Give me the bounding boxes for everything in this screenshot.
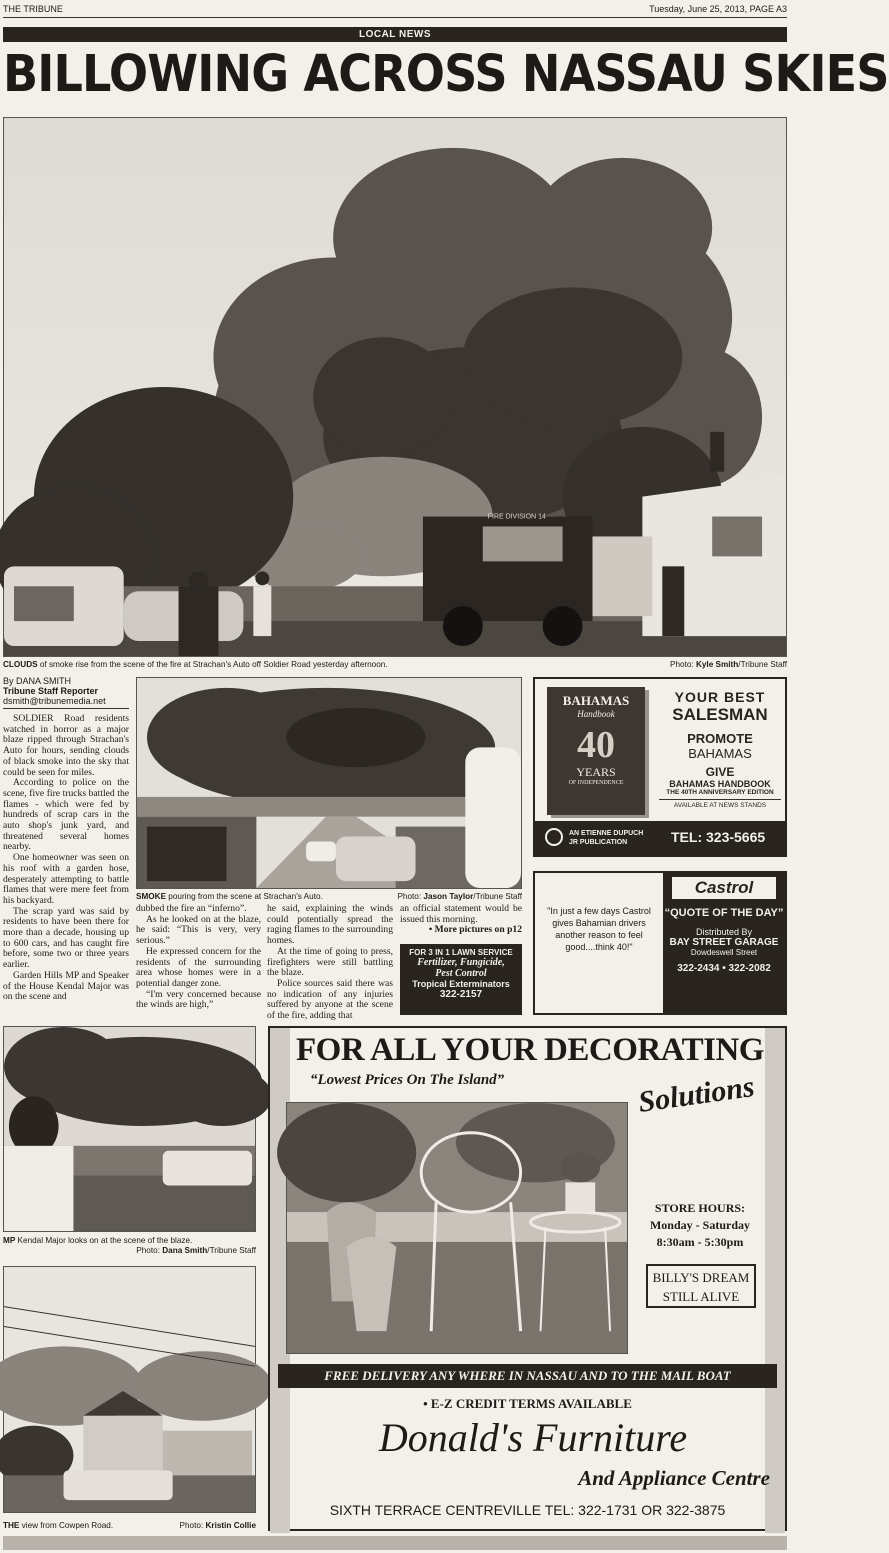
article-column-1 (3, 714, 129, 1018)
free-delivery-banner: FREE DELIVERY ANY WHERE IN NASSAU AND TO THE MAIL BOAT (278, 1364, 777, 1388)
credit-suffix: /Tribune Staff (473, 892, 522, 901)
paragraph: Garden Hills MP and Speaker of the House Kendal Major was on the scene and (3, 969, 129, 1003)
article-column-4 (400, 904, 522, 936)
box-line-2: STILL ALIVE (662, 1289, 740, 1304)
paragraph: According to police on the scene, five fire trucks battled the flames - which were fed by hundreds of scrap cars in the auto shop's junk yard, and threatened several homes nearby. (3, 777, 129, 853)
page-headline: BILLOWING ACROSS NASSAU SKIES (3, 45, 889, 104)
paragraph: an official statement would be issued this morning. (400, 903, 522, 925)
billys-dream-box (646, 1264, 756, 1308)
lawn-service-ad[interactable] (400, 944, 522, 1015)
ad-line-3: PROMOTE (687, 731, 753, 746)
credit-prefix: Photo: (397, 892, 424, 901)
paragraph: He expressed concern for the residents of the surrounding area whose homes were in a potential danger zone. (136, 945, 261, 989)
paper-name: THE TRIBUNE (3, 4, 63, 14)
credit-name: Kyle Smith (695, 660, 739, 669)
date-page: Tuesday, June 25, 2013, PAGE A3 (649, 4, 787, 14)
publisher-line-2: JR PUBLICATION (569, 839, 628, 846)
mp-kendal-major-photo (3, 1026, 256, 1232)
handbook-independence: OF INDEPENDENCE (568, 780, 624, 786)
credit-prefix: Photo: (179, 1521, 206, 1530)
cowpen-photo-credit (150, 1521, 256, 1531)
paragraph: he said, explaining the winds could potentially spread the raging flames to the surrounding homes. (267, 903, 393, 947)
lawn-ad-phone: 322-2157 (439, 989, 483, 1000)
appliance-centre: And Appliance Centre (578, 1466, 770, 1490)
paragraph: Police sources said there was no indication of any injuries suffered by anyone at the scene of the fire, adding that (267, 977, 393, 1022)
article-column-3 (267, 903, 393, 1022)
cowpen-road-photo (3, 1266, 256, 1513)
decorating-headline: FOR ALL YOUR DECORATING (296, 1032, 764, 1068)
box-line-1: BILLY'S DREAM (652, 1270, 750, 1285)
byline-author: By DANA SMITH (3, 676, 72, 686)
castrol-quote-ad[interactable] (533, 871, 787, 1015)
hours-days: Monday - Saturday (649, 1218, 750, 1232)
main-photo-credit (567, 660, 787, 670)
handbook-years: YEARS (576, 765, 616, 779)
truck-label: FIRE DIVISION 14 (487, 513, 546, 521)
caption-lead: THE (3, 1521, 20, 1530)
caption-lead: MP (3, 1236, 16, 1245)
cowpen-photo-caption (3, 1521, 153, 1531)
lawn-ad-services-2: Pest Control (435, 968, 487, 979)
ad-line-2: SALESMAN (672, 705, 768, 724)
ad-line-1: YOUR BEST (674, 689, 766, 705)
caption-text: view from Cowpen Road. (19, 1521, 114, 1530)
ad-line-4: BAHAMAS (688, 746, 752, 761)
credit-terms: • E-Z CREDIT TERMS AVAILABLE (423, 1396, 632, 1411)
caption-text: pouring from the scene at Strachan's Auto. (166, 892, 323, 901)
handbook-ad-footer (535, 821, 785, 855)
mp-photo-credit (3, 1246, 256, 1256)
publisher (569, 829, 643, 847)
paragraph: At the time of going to press, firefighters were still battling the blaze. (267, 945, 393, 979)
main-fire-photo (3, 117, 787, 657)
distributed-by: Distributed By (695, 927, 753, 937)
section-label: LOCAL NEWS (3, 27, 787, 42)
smoke-photo-credit (370, 892, 522, 902)
mp-photo-caption (3, 1236, 256, 1246)
paragraph: “I'm very concerned because the winds are high,” (136, 988, 261, 1011)
caption-lead: SMOKE (136, 892, 167, 901)
handbook-ad-text (659, 689, 781, 809)
garage-name: BAY STREET GARAGE (669, 937, 779, 948)
byline-email: dsmith@tribunemedia.net (3, 696, 106, 706)
ad-right-bar (765, 1028, 785, 1533)
credit-suffix: /Tribune Staff (207, 1246, 256, 1255)
lawn-ad-headline: FOR 3 IN 1 LAWN SERVICE (409, 948, 513, 957)
handbook-tel: TEL: 323-5665 (671, 829, 766, 845)
more-pictures-link[interactable]: • More pictures on p12 (428, 924, 522, 936)
ad-line-8: AVAILABLE AT NEWS STANDS (659, 799, 781, 809)
credit-prefix: Photo: (670, 660, 696, 669)
solutions-text: Solutions (636, 1070, 757, 1119)
donalds-furniture-ad[interactable] (268, 1026, 787, 1531)
lowest-prices-tagline: “Lowest Prices On The Island” (310, 1072, 505, 1088)
publisher-logo-icon (545, 828, 563, 846)
garage-phones: 322-2434 • 322-2082 (677, 963, 771, 974)
publisher-line-1: AN ETIENNE DUPUCH (569, 830, 644, 837)
hours-time: 8:30am - 5:30pm (656, 1235, 744, 1249)
credit-name: Dana Smith (162, 1246, 208, 1255)
credit-suffix: /Tribune Staff (738, 660, 787, 669)
handbook-title: BAHAMAS (562, 693, 630, 708)
paragraph: One homeowner was seen on his roof with a garden hose, desperately attempting to battle flames that were mere feet from his backyard. (3, 852, 129, 906)
paragraph: SOLDIER Road residents watched in horror as a major blaze ripped through Strachan's Auto for hours, sending clouds of black smoke into the sky that could be seen for miles. (3, 713, 129, 778)
caption-text: Kendal Major looks on at the scene of the blaze. (15, 1236, 193, 1245)
bottom-rule (3, 1536, 787, 1550)
handbook-cover (547, 687, 645, 815)
store-hours (636, 1200, 764, 1251)
paragraph: The scrap yard was said by residents to have been there for more than a decade, housing up to 600 cars, and has caught fire before, some two or three years earlier. (3, 905, 129, 971)
ad-line-7: THE 40TH ANNIVERSARY EDITION (666, 789, 774, 796)
smoke-street-photo (136, 677, 522, 889)
castrol-logo: Castrol (672, 877, 776, 899)
garage-street: Dowdeswell Street (690, 948, 758, 957)
store-address: SIXTH TERRACE CENTREVILLE TEL: 322-1731 OR 322-3875 (329, 1502, 726, 1518)
bahamas-handbook-ad[interactable] (533, 677, 787, 857)
quote-of-day-title: “QUOTE OF THE DAY” (664, 907, 784, 919)
handbook-number: 40 (577, 724, 615, 766)
caption-lead: CLOUDS (3, 660, 38, 669)
castrol-quote: "In just a few days Castrol gives Bahamian drivers another reason to feel good....think 40!" (547, 906, 651, 952)
byline-role: Tribune Staff Reporter (3, 686, 99, 696)
credit-prefix: Photo: (136, 1246, 163, 1255)
hours-title: STORE HOURS: (654, 1201, 746, 1215)
lawn-ad-services: Fertilizer, Fungicide, (417, 957, 505, 968)
caption-text: of smoke rise from the scene of the fire at Strachan's Auto off Soldier Road yesterday afternoon. (37, 660, 388, 669)
credit-name: Jason Taylor (423, 892, 474, 901)
byline (3, 676, 129, 709)
masthead (3, 4, 787, 18)
ad-line-5: GIVE (705, 765, 735, 779)
paragraph: As he looked on at the blaze, he said: “This is very, very serious.” (136, 913, 261, 947)
article-column-2 (136, 904, 261, 1018)
main-photo-caption (3, 660, 563, 670)
ad-line-6: BAHAMAS HANDBOOK (669, 779, 771, 789)
castrol-panel (663, 873, 785, 1013)
lawn-ad-company: Tropical Exterminators (412, 979, 510, 989)
furniture-display-photo (286, 1102, 628, 1354)
paragraph: dubbed the fire an “inferno”. (136, 903, 247, 914)
smoke-photo-caption (136, 892, 366, 902)
credit-name: Kristin Collie (205, 1521, 256, 1530)
handbook-subtitle: Handbook (577, 709, 615, 719)
donalds-furniture-name: Donald's Furniture (378, 1415, 688, 1460)
